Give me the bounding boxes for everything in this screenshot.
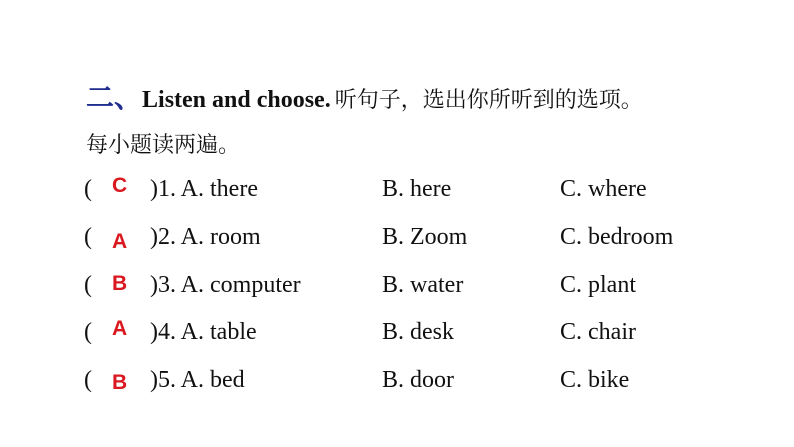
question-2-option-b: B. Zoom [382, 224, 468, 250]
instruction-chinese: 听句子，选出你所听到的选项。 [334, 88, 643, 113]
paren-open: ( [84, 319, 92, 345]
answer-4: A [112, 317, 128, 340]
paren-open: ( [84, 224, 92, 250]
question-row-1 [84, 172, 784, 206]
question-2-option-c: C. bedroom [560, 224, 674, 250]
question-4-option-c: C. chair [560, 319, 636, 345]
paren-open: ( [84, 176, 92, 202]
question-1-option-a: )1. A. there [150, 176, 258, 202]
question-4-option-a: )4. A. table [150, 319, 257, 345]
section-heading [86, 76, 643, 116]
question-3-option-a: )3. A. computer [150, 272, 301, 298]
question-row-4 [84, 315, 784, 349]
question-5-option-c: C. bike [560, 367, 630, 393]
question-5-option-a: )5. A. bed [150, 367, 245, 393]
question-4-option-b: B. desk [382, 319, 454, 345]
question-row-2 [84, 220, 784, 254]
question-5-option-b: B. door [382, 367, 454, 393]
question-2-option-a: )2. A. room [150, 224, 261, 250]
answer-2: A [112, 230, 128, 253]
answer-3: B [112, 272, 128, 295]
paren-open: ( [84, 367, 92, 393]
question-row-5 [84, 363, 784, 397]
question-1-option-b: B. here [382, 176, 452, 202]
section-number: 二、 [86, 81, 143, 114]
question-3-option-c: C. plant [560, 272, 636, 298]
question-1-option-c: C. where [560, 176, 647, 202]
answer-5: B [112, 371, 128, 394]
instruction-chinese-line2: 每小题读两遍。 [86, 133, 241, 158]
question-row-3 [84, 268, 784, 302]
instruction-english: Listen and choose. [142, 87, 331, 113]
question-3-option-b: B. water [382, 272, 464, 298]
answer-1: C [112, 174, 128, 197]
paren-open: ( [84, 272, 92, 298]
